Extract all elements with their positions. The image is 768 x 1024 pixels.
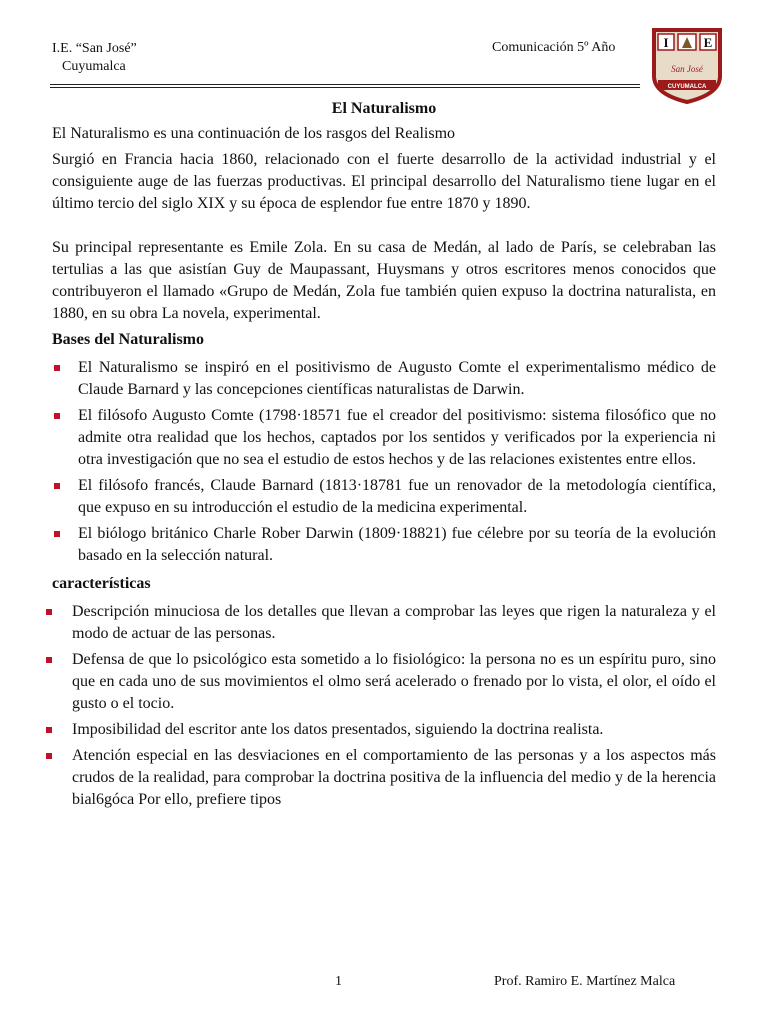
- header-rule-2: [50, 87, 640, 88]
- intro-sentence: El Naturalismo es una continuación de los rasgos del Realismo: [52, 125, 456, 142]
- bullet-icon: [54, 531, 60, 537]
- list-item: [46, 745, 716, 811]
- list-item: [52, 475, 716, 519]
- list-item: [46, 649, 716, 715]
- school-crest-logo: [640, 22, 734, 104]
- section-heading-bases: Bases del Naturalismo: [52, 331, 204, 348]
- list-item: [52, 405, 716, 471]
- bullet-icon: [46, 657, 52, 663]
- school-line-1: I.E. “San José”: [52, 41, 137, 56]
- list-item: [52, 523, 716, 567]
- list-item-text: Atención especial en las desviaciones en el comportamiento de las personas y a los aspectos más crudos de la realidad, para comprobar la doctrina positiva de la influencia del medio y de la herencia bial6góca Por ello, prefiere tipos: [72, 747, 716, 808]
- bullet-icon: [54, 483, 60, 489]
- logo-letter-right: E: [703, 35, 713, 50]
- list-item-text: El filósofo Augusto Comte (1798·18571 fue el creador del positivismo: sistema filosófico que no admite otra realidad que los hechos, captados por los sentidos y verificados por la experiencia ni otra investigación que no sea el estudio de estos hechos y de las relaciones existentes entre ellos.: [78, 407, 716, 468]
- bullet-icon: [54, 365, 60, 371]
- logo-banner: CUYUMALCA: [667, 84, 707, 90]
- document-body: [52, 123, 716, 815]
- list-item-text: El Naturalismo se inspiró en el positivismo de Augusto Comte el experimentalismo médico de Claude Barnard y las concepciones científicas naturalistas de Darwin.: [78, 359, 716, 398]
- caracteristicas-list: [52, 601, 716, 811]
- bullet-icon: [46, 753, 52, 759]
- paragraph: Surgió en Francia hacia 1860, relacionado con el fuerte desarrollo de la actividad industrial y el consiguiente auge de las fuerzas productivas. El principal desarrollo del Naturalismo tiene lugar en el último tercio del siglo XIX y su época de esplendor fue entre 1870 y 1890.: [52, 151, 716, 212]
- list-item-text: Descripción minuciosa de los detalles que llevan a comprobar las leyes que rigen la naturaleza y el modo de actuar de las personas.: [72, 603, 716, 642]
- bullet-icon: [46, 609, 52, 615]
- list-item: [46, 601, 716, 645]
- bullet-icon: [54, 413, 60, 419]
- list-item-text: El filósofo francés, Claude Barnard (1813·18781 fue un renovador de la metodología científica, que expuso en su introducción el estudio de la medicina experimental.: [78, 477, 716, 516]
- list-item: [46, 719, 716, 741]
- list-item-text: El biólogo británico Charle Rober Darwin (1809·18821) fue célebre por su teoría de la evolución basado en la selección natural.: [78, 525, 716, 564]
- page-header: [0, 0, 768, 96]
- logo-letter-left: I: [663, 35, 669, 50]
- page-number: 1: [335, 974, 342, 989]
- section-heading-caracteristicas: características: [52, 575, 151, 592]
- school-name: [52, 40, 137, 76]
- paragraph: Su principal representante es Emile Zola. En su casa de Medán, al lado de París, se celebraban las tertulias a las que asistían Guy de Maupassant, Huysmans y otros escritores menos conocidos que contribuyeron el llamado «Grupo de Medán, Zola fue también quien expuso la doctrina naturalista, en 1880, en su obra La novela, experimental.: [52, 239, 716, 322]
- list-item-text: Imposibilidad del escritor ante los datos presentados, siguiendo la doctrina realista.: [72, 721, 604, 738]
- school-line-2: Cuyumalca: [62, 59, 126, 74]
- bases-list: [52, 357, 716, 567]
- subject-label: Comunicación 5º Año: [492, 40, 616, 55]
- document-title: El Naturalismo: [331, 100, 437, 117]
- footer-author: Prof. Ramiro E. Martínez Malca: [494, 974, 676, 989]
- logo-text: San José: [671, 64, 703, 74]
- header-rule: [50, 84, 640, 85]
- bullet-icon: [46, 727, 52, 733]
- list-item-text: Defensa de que lo psicológico esta sometido a lo fisiológico: la persona no es un espíritu puro, sino que en cada uno de sus movimientos el olmo será acelerado o frenado por lo vista, el olor, el oído el gusto o el tocio.: [72, 651, 716, 712]
- list-item: [52, 357, 716, 401]
